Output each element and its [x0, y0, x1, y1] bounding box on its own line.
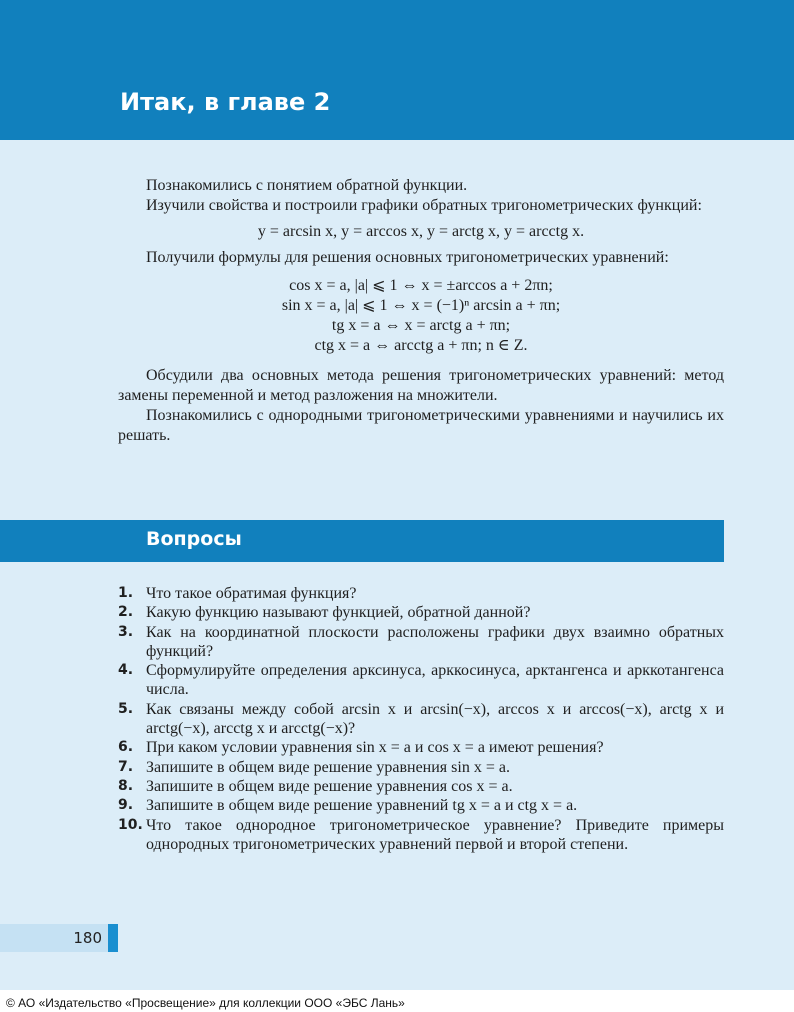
summary-paragraph: Познакомились с понятием обратной функции. [146, 177, 468, 194]
summary-paragraph: Познакомились с однородными тригонометрическими уравнениями и научились их решать. [118, 407, 724, 444]
questions-header [0, 520, 724, 562]
question-item [118, 758, 724, 777]
chapter-header [0, 0, 794, 140]
summary-paragraph: Изучили свойства и построили графики обратных тригонометрических функций: [146, 197, 702, 214]
question-item [118, 584, 724, 603]
question-text: Как на координатной плоскости расположены графики двух взаимно обратных функций? [146, 623, 724, 660]
question-text: Что такое однородное тригонометрическое уравнение? Приведите примеры однородных тригонометрических уравнений первой и второй степени. [146, 816, 724, 853]
question-text: Запишите в общем виде решение уравнения cos x = a. [146, 777, 513, 795]
question-number: 1. [118, 585, 134, 601]
question-text: Что такое обратимая функция? [146, 585, 357, 602]
functions-formula: y = arcsin x, y = arccos x, y = arctg x, y = arcctg x. [257, 223, 585, 240]
formula-line: sin x = a, |a| ⩽ 1 ⇔ x = (−1)ⁿ arcsin a + πn; [281, 297, 561, 314]
question-item [118, 738, 724, 757]
chapter-summary [118, 176, 724, 446]
formula-line: ctg x = a ⇔ arcctg a + πn; n ∈ Z. [314, 337, 528, 354]
question-item [118, 661, 724, 700]
question-item [118, 700, 724, 739]
summary-paragraph: Обсудили два основных метода решения тригонометрических уравнений: метод замены переменной и метод разложения на множители. [118, 367, 724, 404]
question-number: 6. [118, 739, 134, 756]
page-number-accent [108, 924, 118, 952]
chapter-title: Итак, в главе 2 [120, 88, 331, 116]
question-text: Запишите в общем виде решение уравнения sin x = a. [146, 758, 510, 776]
question-item [118, 623, 724, 662]
question-text: Запишите в общем виде решение уравнений tg x = a и ctg x = a. [146, 797, 578, 815]
question-number: 10. [118, 816, 143, 833]
question-text: Как связаны между собой arcsin x и arcsin(−x), arccos x и arccos(−x), arctg x и arctg(−x), arcctg x и arcctg(−x)? [146, 700, 724, 738]
summary-paragraph: Получили формулы для решения основных тригонометрических уравнений: [146, 249, 669, 266]
question-number: 7. [118, 758, 134, 775]
question-item [118, 816, 724, 855]
copyright-footer: © АО «Издательство «Просвещение» для коллекции ООО «ЭБС Лань» [6, 996, 405, 1010]
question-item [118, 796, 724, 815]
question-text: Сформулируйте определения арксинуса, арккосинуса, арктангенса и арккотангенса числа. [146, 662, 724, 699]
question-number: 5. [118, 700, 134, 717]
question-item [118, 777, 724, 796]
question-item [118, 603, 724, 622]
equation-formulas [118, 276, 724, 356]
questions-title: Вопросы [146, 528, 242, 550]
question-number: 4. [118, 662, 134, 679]
question-text: Какую функцию называют функцией, обратной данной? [146, 604, 531, 622]
formula-line: cos x = a, |a| ⩽ 1 ⇔ x = ±arccos a + 2πn; [289, 277, 553, 294]
formula-line: tg x = a ⇔ x = arctg a + πn; [331, 317, 511, 334]
page-number: 180 [73, 929, 102, 947]
question-number: 2. [118, 604, 134, 621]
question-text: При каком условии уравнения sin x = a и cos x = a имеют решения? [146, 739, 604, 757]
question-number: 3. [118, 623, 134, 640]
question-number: 8. [118, 777, 134, 794]
questions-list [118, 584, 724, 854]
question-number: 9. [118, 797, 134, 814]
